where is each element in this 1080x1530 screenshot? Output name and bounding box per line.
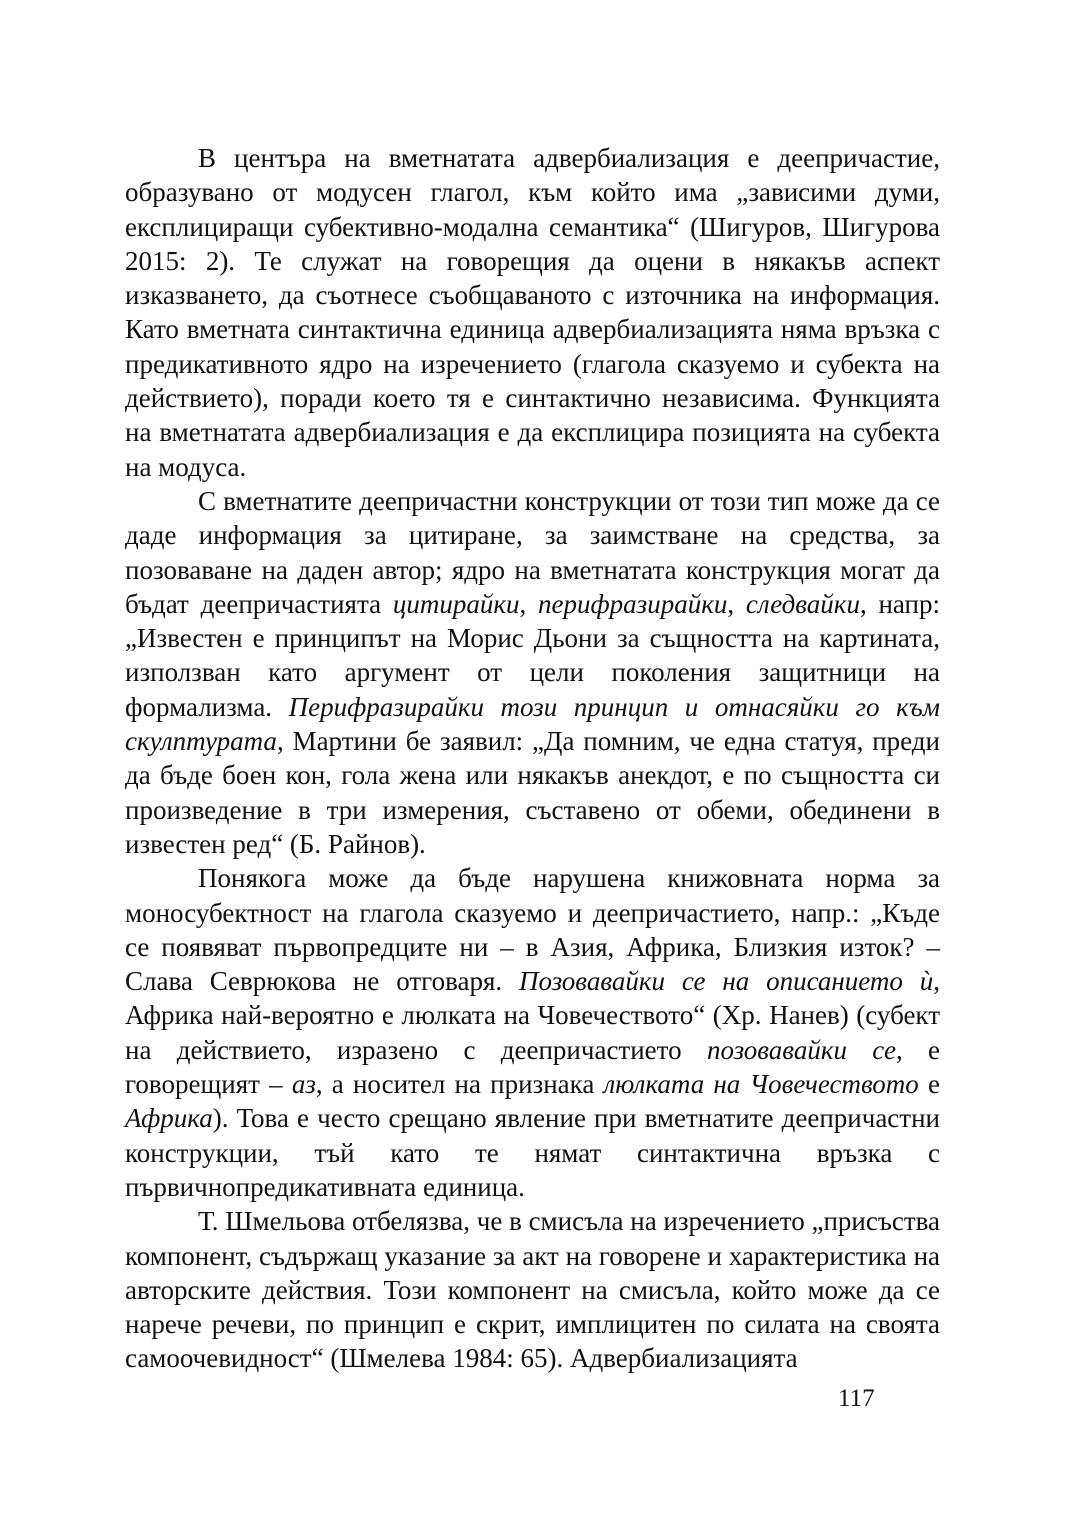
italic-quote: Позовавайки се на описанието ѝ [518,966,934,997]
paragraph [125,141,940,484]
italic-term: Африка [125,1103,213,1134]
italic-quote: Перифразирайки този принцип и отнасяйки го към скулптурата [125,691,940,757]
text-segment: , [727,588,746,619]
text-segment: ). Това е често срещано явление при вметнатите деепричастни конструкции, тъй като те нямат синтактична връзка с първичнопредикативната единица. [125,1103,940,1202]
italic-term: люлката на Човечеството [603,1069,919,1100]
italic-term: следвайки [745,588,860,619]
body-text [125,141,940,1376]
text-segment: , [519,588,539,619]
italic-term: аз [291,1069,316,1100]
paragraph [125,1204,940,1375]
text-segment: Т. Шмельова отбелязва, че в смисъла на изречението „присъства компонент, съдържащ указание за акт на говорене и характеристика на авторските действия. Този компонент на смисъла, който може да се нарече речеви, по принцип е скрит, имплицитен по силата на своята самоочевидност“ (Шмелева 1984: 65). Адвербиализацията [125,1206,940,1374]
paragraph [125,484,940,861]
page-number: 117 [838,1385,875,1412]
text-segment: , напр: „Известен е принципът на Морис Дьони за същността на картината, използван като аргумент от цели поколения защитници на формализма. [125,588,941,722]
italic-term: позовавайки се [706,1034,896,1065]
text-segment: , е говорещият – [125,1034,941,1100]
italic-term: перифразирайки [538,588,728,619]
text-segment: , Африка най-вероятно е люлката на Човечеството“ (Хр. Нанев) (субект на действието, изразено с деепричастието [125,966,940,1065]
paragraph [125,861,940,1204]
text-segment: , а носител на признака [315,1069,604,1100]
text-segment: , Мартини бе заявил: „Да помним, че една статуя, преди да бъде боен кон, гола жена или някакъв анекдот, е по същността си произведение в три измерения, съставено от обеми, обединени в известен ред“ (Б. Райнов). [125,726,940,859]
text-segment: С вметнатите деепричастни конструкции от този тип може да се даде информация за цитиране, за заимстване на средства, за позоваване на даден автор; ядро на вметнатата конструкция могат да бъдат деепричастията [125,485,940,619]
text-segment: В центъра на вметнатата адвербиализация е деепричастие, образувано от модусен глагол, към който има „зависими думи, експлициращи субективно-модална семантика“ (Шигуров, Шигурова 2015: 2). Те служат на говорещия да оцени в някакъв аспект изказването, да съотнесе съобщаваното с източника на информация. Като вметната синтактична единица адвербиализацията няма връзка с предикативното ядро на изречението (глагола сказуемо и субекта на действието), поради което тя е синтактично независима. Функцията на вметнатата адвербиализация е да експлицира позицията на субекта на модуса. [125,143,940,482]
text-segment: е [918,1069,940,1100]
italic-term: цитирайки [392,588,520,619]
text-segment: Понякога може да бъде нарушена книжовната норма за моносубектност на глагола сказуемо и деепричастието, напр.: „Къде се появяват първопредците ни – в Азия, Африка, Близкия изток? – Слава Севрюкова не отговаря. [125,863,940,997]
